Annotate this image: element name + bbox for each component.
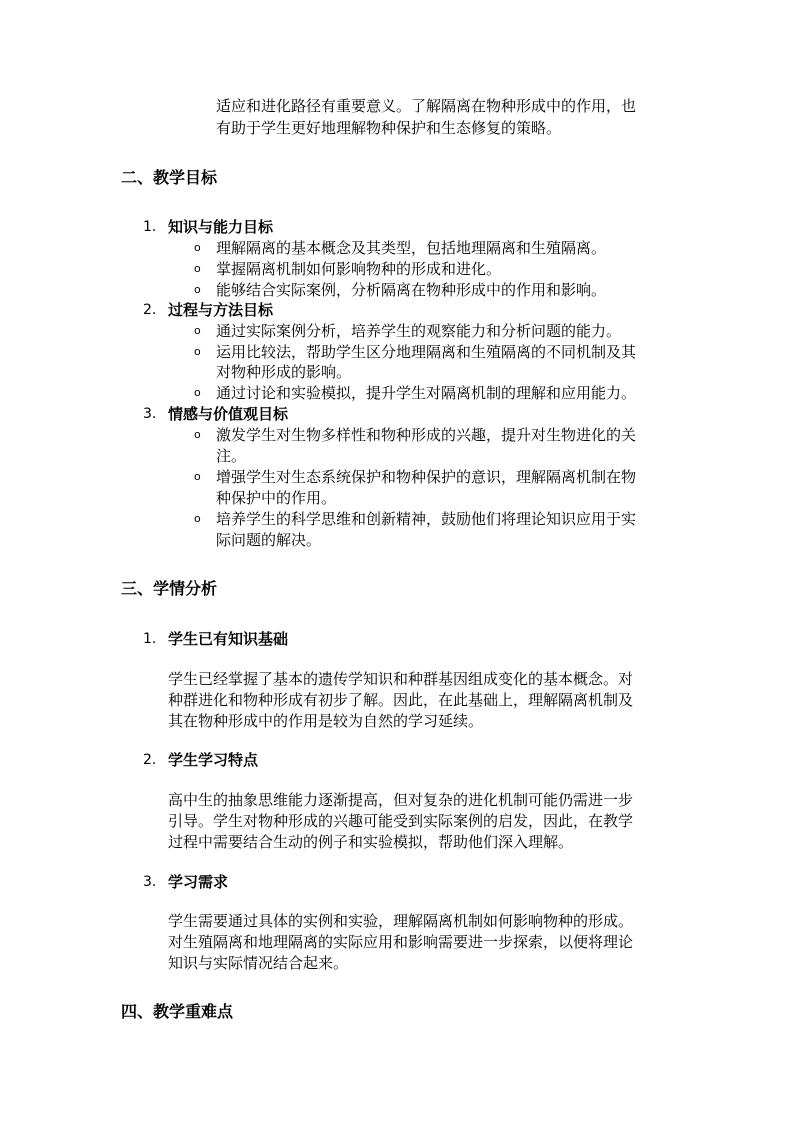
list-item-continuation: 际问题的解决。 xyxy=(216,531,322,549)
list-number: 1. xyxy=(143,631,157,647)
list-item: 掌握隔离机制如何影响物种的形成和进化。 xyxy=(216,260,502,278)
list-item-continuation: 种保护中的作用。 xyxy=(216,489,337,507)
paragraph-line: 学生需要通过具体的实例和实验，理解隔离机制如何影响物种的形成。 xyxy=(168,912,634,930)
bullet-icon: o xyxy=(194,324,201,337)
list-item: 通过讨论和实验模拟，提升学生对隔离机制的理解和应用能力。 xyxy=(216,384,637,402)
section-heading: 四、教学重难点 xyxy=(121,1002,234,1021)
bullet-icon: o xyxy=(194,345,201,358)
paragraph-line: 对生殖隔离和地理隔离的实际应用和影响需要进一步探索，以便将理论 xyxy=(168,933,634,951)
paragraph-line: 种群进化和物种形成有初步了解。因此，在此基础上，理解隔离机制及 xyxy=(168,691,634,709)
paragraph-line: 高中生的抽象思维能力逐渐提高，但对复杂的进化机制可能仍需进一步 xyxy=(168,791,634,809)
list-number: 3. xyxy=(143,406,157,422)
subsection-title: 知识与能力目标 xyxy=(168,218,274,236)
bullet-icon: o xyxy=(194,241,201,254)
subsection-title: 学生学习特点 xyxy=(168,751,259,769)
subsection-title: 学习需求 xyxy=(168,873,229,891)
section-heading: 二、教学目标 xyxy=(121,168,218,187)
subsection-title: 学生已有知识基础 xyxy=(168,630,289,648)
list-number: 3. xyxy=(143,874,157,890)
list-number: 2. xyxy=(143,302,157,318)
bullet-icon: o xyxy=(194,386,201,399)
paragraph-line: 过程中需要结合生动的例子和实验模拟，帮助他们深入理解。 xyxy=(168,833,574,851)
paragraph-line: 学生已经掌握了基本的遗传学知识和种群基因组成变化的基本概念。对 xyxy=(168,670,634,688)
list-item: 运用比较法，帮助学生区分地理隔离和生殖隔离的不同机制及其 xyxy=(216,343,637,361)
bullet-icon: o xyxy=(194,262,201,275)
list-number: 2. xyxy=(143,752,157,768)
list-item: 增强学生对生态系统保护和物种保护的意识，理解隔离机制在物 xyxy=(216,468,637,486)
list-item: 通过实际案例分析，培养学生的观察能力和分析问题的能力。 xyxy=(216,322,622,340)
list-item: 培养学生的科学思维和创新精神，鼓励他们将理论知识应用于实 xyxy=(216,510,637,528)
intro-line: 适应和进化路径有重要意义。了解隔离在物种形成中的作用，也 xyxy=(216,97,637,115)
paragraph-line: 引导。学生对物种形成的兴趣可能受到实际案例的启发，因此，在教学 xyxy=(168,812,634,830)
bullet-icon: o xyxy=(194,428,201,441)
list-item-continuation: 注。 xyxy=(216,447,247,465)
subsection-title: 过程与方法目标 xyxy=(168,301,274,319)
subsection-title: 情感与价值观目标 xyxy=(168,405,289,423)
bullet-icon: o xyxy=(194,283,201,296)
bullet-icon: o xyxy=(194,470,201,483)
section-heading: 三、学情分析 xyxy=(121,579,218,598)
list-number: 1. xyxy=(143,219,157,235)
list-item-continuation: 对物种形成的影响。 xyxy=(216,363,352,381)
list-item: 激发学生对生物多样性和物种形成的兴趣，提升对生物进化的关 xyxy=(216,426,637,444)
list-item: 能够结合实际案例，分析隔离在物种形成中的作用和影响。 xyxy=(216,281,607,299)
intro-line: 有助于学生更好地理解物种保护和生态修复的策略。 xyxy=(216,119,562,137)
paragraph-line: 其在物种形成中的作用是较为自然的学习延续。 xyxy=(168,712,484,730)
list-item: 理解隔离的基本概念及其类型，包括地理隔离和生殖隔离。 xyxy=(216,239,607,257)
paragraph-line: 知识与实际情况结合起来。 xyxy=(168,954,349,972)
bullet-icon: o xyxy=(194,512,201,525)
